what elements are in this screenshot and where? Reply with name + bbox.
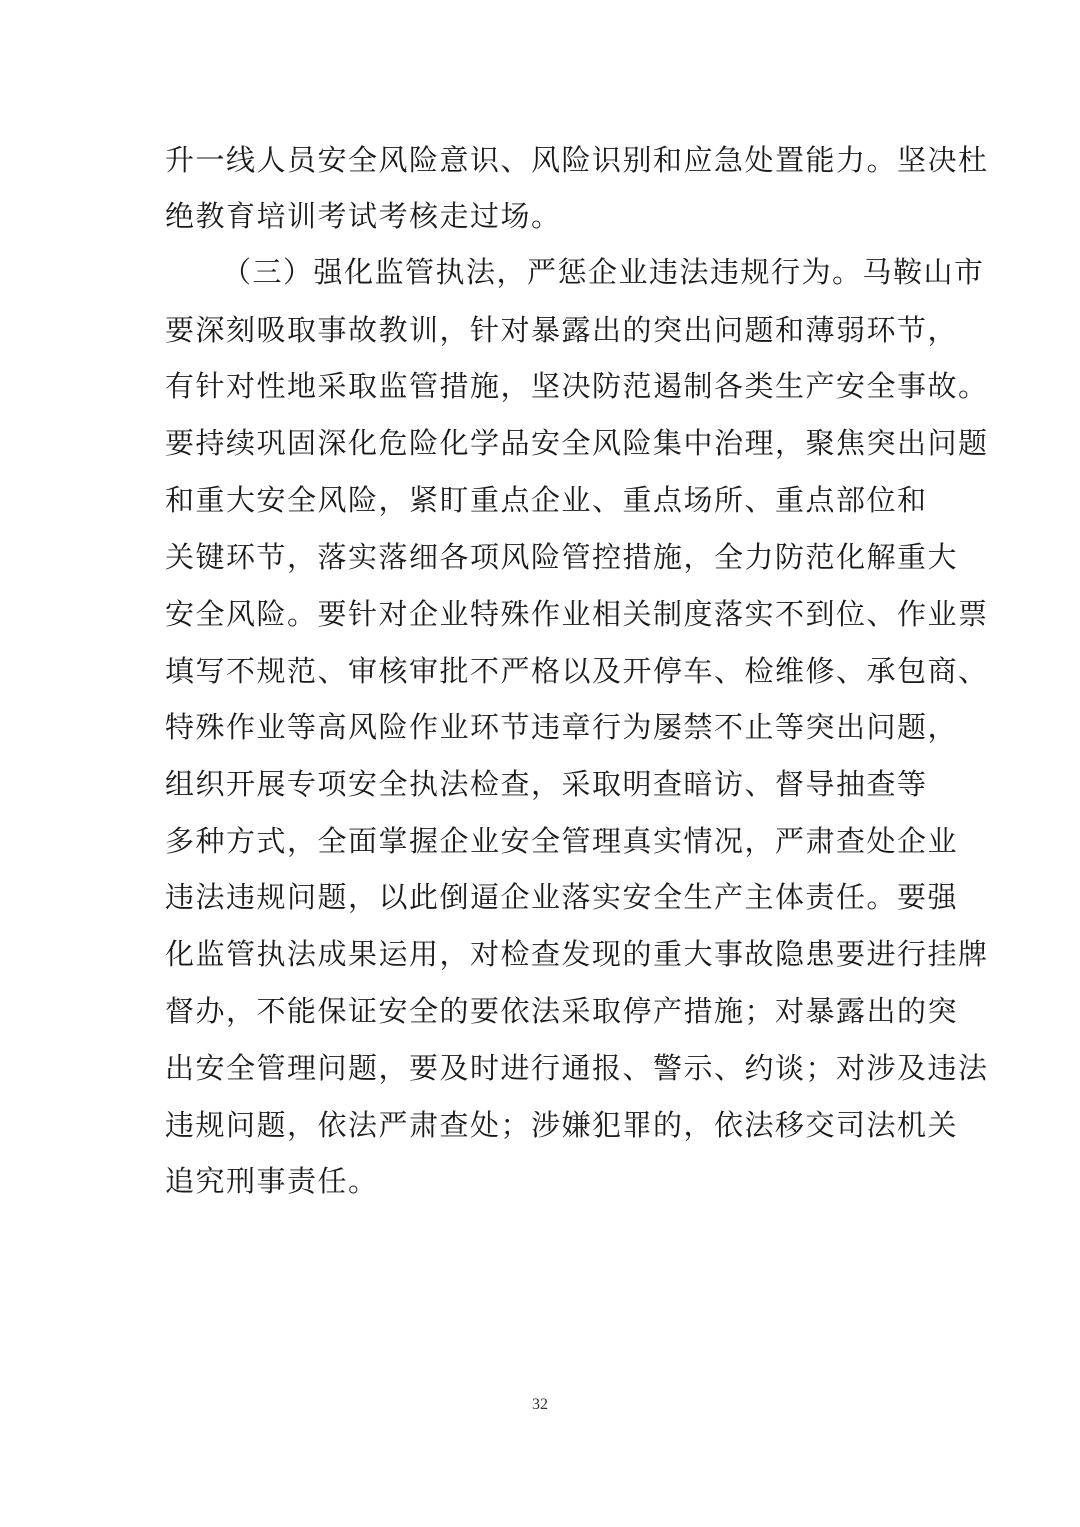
text-line: 违规问题，依法严肃查处；涉嫌犯罪的，依法移交司法机关 [165, 1108, 959, 1142]
text-line: 多种方式，全面掌握企业安全管理真实情况，严肃查处企业 [165, 824, 959, 858]
text-line: 填写不规范、审核审批不严格以及开停车、检维修、承包商、 [165, 654, 989, 688]
page-number: 32 [532, 1396, 548, 1413]
text-line: 督办，不能保证安全的要依法采取停产措施；对暴露出的突 [165, 994, 959, 1028]
text-line: 要深刻吸取事故教训，针对暴露出的突出问题和薄弱环节， [165, 313, 959, 347]
text-line: 追究刑事责任。 [165, 1164, 379, 1198]
text-line: 有针对性地采取监管措施，坚决防范遏制各类生产安全事故。 [165, 369, 989, 403]
text-line: 关键环节，落实落细各项风险管控措施，全力防范化解重大 [165, 540, 959, 574]
text-line: 和重大安全风险，紧盯重点企业、重点场所、重点部位和 [165, 483, 928, 517]
text-line: 化监管执法成果运用，对检查发现的重大事故隐患要进行挂牌 [165, 937, 989, 971]
text-line: 违法违规问题，以此倒逼企业落实安全生产主体责任。要强 [165, 880, 959, 914]
text-line: 特殊作业等高风险作业环节违章行为屡禁不止等突出问题， [165, 710, 959, 744]
text-line: 安全风险。要针对企业特殊作业相关制度落实不到位、作业票 [165, 597, 989, 631]
text-line: 组织开展专项安全执法检查，采取明查暗访、督导抽查等 [165, 767, 928, 801]
text-line: 出安全管理问题，要及时进行通报、警示、约谈；对涉及违法 [165, 1051, 989, 1085]
section-heading-line: （三）强化监管执法，严惩企业违法违规行为。马鞍山市 [222, 255, 985, 289]
text-line: 要持续巩固深化危险化学品安全风险集中治理，聚焦突出问题 [165, 426, 989, 460]
text-line: 绝教育培训考试考核走过场。 [165, 199, 562, 233]
text-line: 升一线人员安全风险意识、风险识别和应急处置能力。坚决杜 [165, 143, 989, 177]
